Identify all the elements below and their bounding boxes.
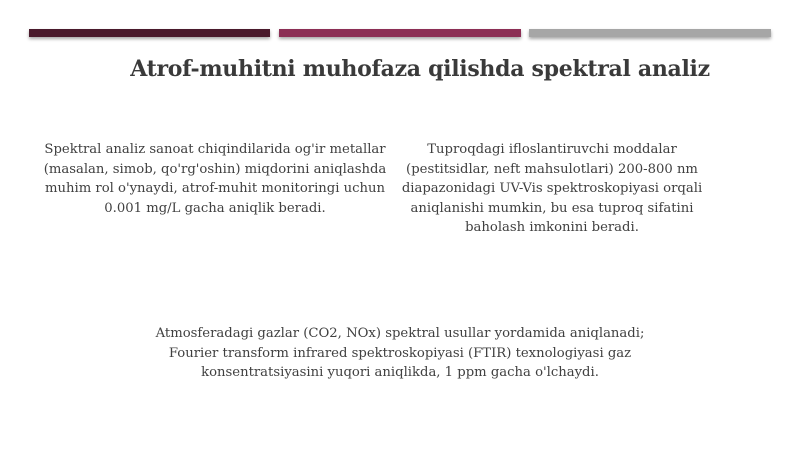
header-bar-gray [529,29,771,37]
text-block-heavy-metals: Spektral analiz sanoat chiqindilarida og'ir metallar (masalan, simob, qo'rg'oshin) miqdorini aniqlashda muhim rol o'ynaydi, atrof-muhit monitoringi uchun 0.001 mg/L gacha aniqlik beradi. [43,142,387,216]
header-bar-dark [29,29,270,37]
slide-title: Atrof-muhitni muhofaza qilishda spektral analiz [130,56,710,82]
text-block-atmospheric-gases: Atmosferadagi gazlar (CO2, NOx) spektral usullar yordamida aniqlanadi; Fourier transform infrared spektroskopiyasi (FTIR) texnologiyasi gaz konsentratsiyasini yuqori aniqlikda, 1 ppm gacha o'lchaydi. [155,326,645,380]
header-bar-crimson [279,29,521,37]
text-block-soil-pollutants: Tuproqdagi ifloslantiruvchi moddalar (pestitsidlar, neft mahsulotlari) 200-800 nm diapazonidagi UV-Vis spektroskopiyasi orqali aniqlanishi mumkin, bu esa tuproq sifatini baholash imkonini beradi. [401,142,703,235]
